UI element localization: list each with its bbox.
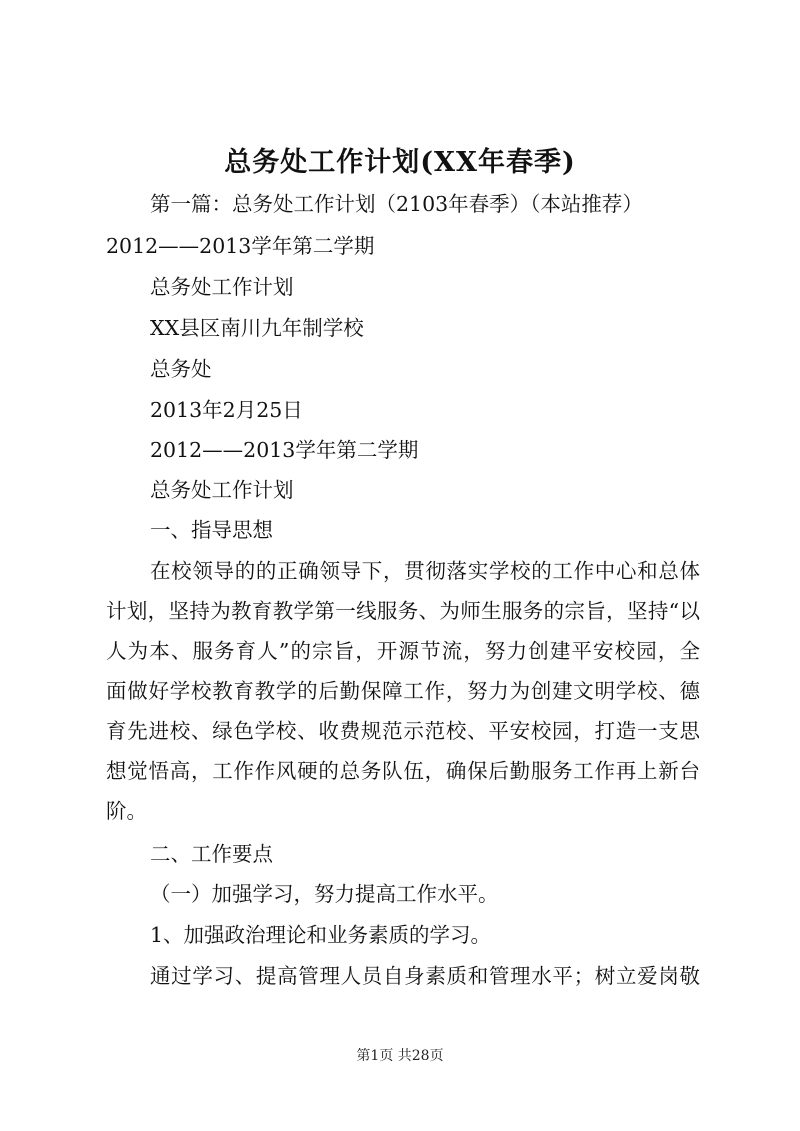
section-heading: 二、工作要点 (150, 842, 273, 866)
paragraph-line: 人为本、服务育人”的宗旨，开源节流，努力创建平安校园，全 (106, 639, 700, 663)
paragraph-line: 阶。 (106, 799, 147, 823)
text-line: 2012——2013学年第二学期 (150, 438, 419, 462)
paragraph-line: 育先进校、绿色学校、收费规范示范校、平安校园，打造一支思 (106, 719, 700, 743)
paragraph-line: 通过学习、提高管理人员自身素质和管理水平；树立爱岗敬 (150, 964, 700, 988)
text-line: XX县区南川九年制学校 (150, 316, 364, 340)
item-heading: 1、加强政治理论和业务素质的学习。 (150, 923, 492, 947)
text-line: 2012——2013学年第二学期 (106, 234, 375, 258)
page-number-footer: 第1页 共28页 (356, 1048, 444, 1064)
paragraph-line: 计划，坚持为教育教学第一线服务、为师生服务的宗旨，坚持“以 (106, 599, 700, 623)
document-title: 总务处工作计划(XX年春季) (224, 147, 576, 178)
text-line: 总务处 (150, 357, 212, 381)
text-line: 总务处工作计划 (150, 275, 294, 299)
paragraph-line: 面做好学校教育教学的后勤保障工作，努力为创建文明学校、德 (106, 679, 700, 703)
text-line: 2013年2月25日 (150, 398, 303, 422)
text-line: 总务处工作计划 (150, 478, 294, 502)
paragraph-line: 想觉悟高，工作作风硬的总务队伍，确保后勤服务工作再上新台 (106, 759, 700, 783)
chapter-heading: 第一篇：总务处工作计划（2103年春季）（本站推荐） (150, 192, 643, 216)
section-heading: 一、指导思想 (150, 518, 273, 542)
paragraph-line: 在校领导的的正确领导下，贯彻落实学校的工作中心和总体 (150, 559, 700, 583)
subsection-heading: （一）加强学习，努力提高工作水平。 (150, 882, 499, 906)
